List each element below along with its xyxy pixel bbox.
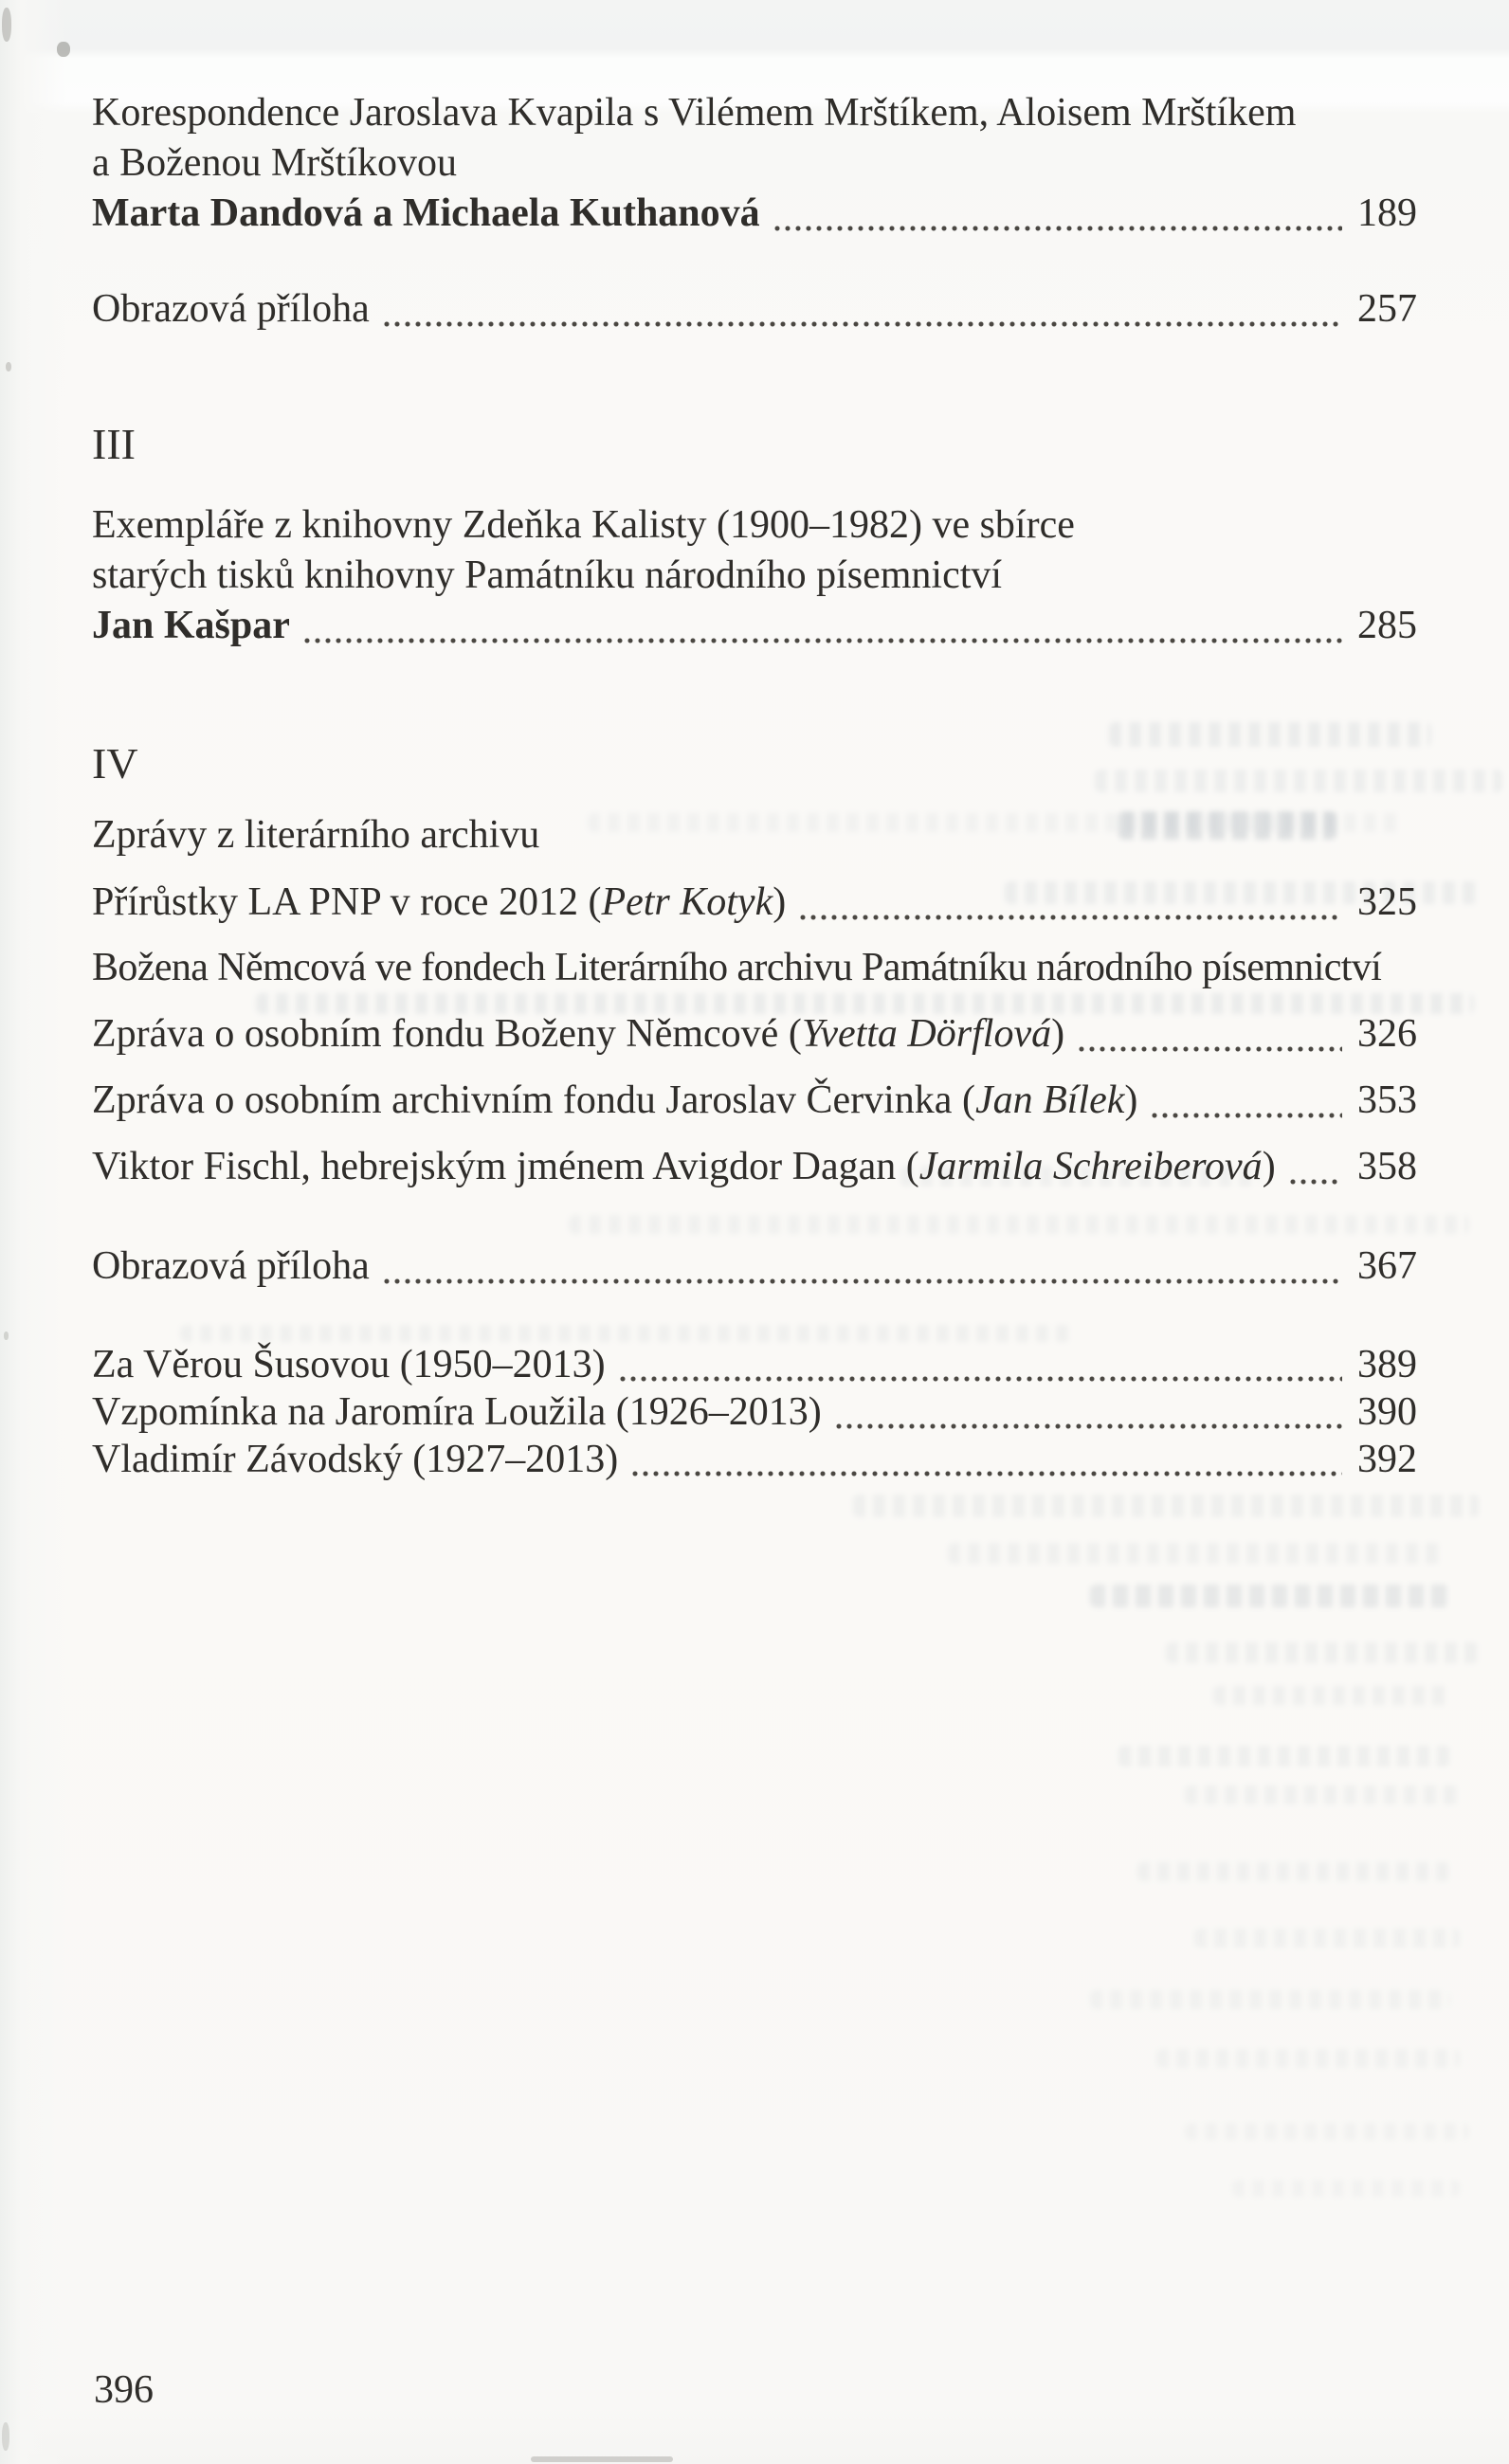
toc-entry-title-text: Viktor Fischl, hebrejským jménem Avigdor Dagan ( [92,1145,919,1188]
bleed-through-text [853,1495,1479,1517]
dot-leader [1151,1076,1342,1126]
scan-speck [4,1332,9,1340]
toc-entry-page-number: 325 [1357,880,1417,924]
bleed-through-text [1185,1785,1460,1804]
section-numeral: III [92,420,136,468]
bleed-through-text [1194,1929,1460,1948]
section-subheading: Zprávy z literárního archivu [92,813,540,857]
dot-leader [773,189,1342,239]
bleed-through-text [1232,2180,1460,2197]
bleed-through-text [1090,1990,1450,2009]
toc-entry-author-line [92,189,1417,239]
toc-entry-title-text: ) [1051,1012,1065,1056]
page-number-folio: 396 [94,2368,154,2412]
dot-leader [619,1341,1342,1388]
toc-entry-title: Vzpomínka na Jaromíra Loužila (1926–2013) [92,1390,822,1434]
bleed-through-text [1166,1642,1479,1663]
bleed-through-text [1090,1585,1450,1607]
toc-entry-author-line [92,601,1417,651]
toc-entry-author-italic: Yvetta Dörflová [801,1012,1052,1056]
toc-entry-page-number: 392 [1357,1438,1417,1481]
toc-entry-page-number: 367 [1357,1244,1417,1288]
scan-speck [57,42,70,57]
toc-entry [92,1388,1417,1436]
scan-speck [6,362,11,371]
toc-entry-group [92,1341,1417,1483]
section-numeral: IV [92,739,138,788]
toc-entry-title-text: ) [1124,1078,1138,1122]
dot-leader [835,1388,1342,1436]
toc-entry-title-text: Přírůstky LA PNP v roce 2012 ( [92,880,602,924]
toc-entry-author-italic: Petr Kotyk [601,880,773,924]
toc-content [92,0,1417,1483]
toc-entry-title-line: starých tisků knihovny Památníku národního písemnictví [92,553,1003,597]
toc-entry-page-number: 353 [1357,1078,1417,1122]
toc-entry [92,1436,1417,1483]
dot-leader [1289,1142,1342,1192]
dot-leader [383,1241,1342,1292]
toc-entry-page-number: 257 [1357,287,1417,331]
toc-entry-title [92,1009,1064,1060]
toc-entry-title: Obrazová příloha [92,287,370,331]
scan-speck [2,2422,9,2451]
scan-speck [531,2456,673,2462]
toc-entry-title: Obrazová příloha [92,1244,370,1288]
toc-entry-authors: Marta Dandová a Michaela Kuthanová [92,191,760,235]
toc-entry-page-number: 358 [1357,1145,1417,1188]
toc-entry-title [92,1142,1276,1192]
toc-entry-title-line: Korespondence Jaroslava Kvapila s Vilémem Mrštíkem, Aloisem Mrštíkem [92,91,1297,135]
toc-entry-title [92,878,786,928]
toc-entry-title: Za Věrou Šusovou (1950–2013) [92,1343,606,1386]
toc-entry-title-text: Zpráva o osobním archivním fondu Jaroslav Červinka ( [92,1078,975,1122]
toc-entry-heading: Božena Němcová ve fondech Literárního archivu Památníku národního písemnictví [92,946,1382,989]
toc-entry [92,1009,1417,1060]
toc-entry-title: Vladimír Závodský (1927–2013) [92,1438,619,1481]
toc-entry [92,1241,1417,1292]
toc-entry-page-number: 326 [1357,1012,1417,1056]
toc-entry [92,88,1417,239]
toc-entry-author-italic: Jan Bílek [974,1078,1125,1122]
scan-speck [2,8,11,42]
bleed-through-text [1118,1746,1450,1766]
toc-entry [92,878,1417,928]
toc-entry-title-line: Exempláře z knihovny Zdeňka Kalisty (1900–1982) ve sbírce [92,503,1075,547]
toc-entry [92,500,1417,651]
bleed-through-text [1213,1686,1450,1705]
toc-entry [92,1142,1417,1192]
toc-entry-author-italic: Jarmila Schreiberová [918,1145,1263,1188]
bleed-through-text [1137,1862,1450,1881]
toc-entry-page-number: 390 [1357,1390,1417,1434]
toc-entry [92,284,1417,335]
toc-entry-title-text: ) [1262,1145,1276,1188]
bleed-through-text [1156,2049,1460,2068]
toc-entry-page-number: 189 [1357,191,1417,235]
toc-entry-title-text: Zpráva o osobním fondu Boženy Němcové ( [92,1012,802,1056]
toc-entry-title-text: ) [773,880,787,924]
toc-entry-page-number: 285 [1357,604,1417,647]
dot-leader [1078,1009,1342,1060]
toc-entry [92,1341,1417,1388]
dot-leader [631,1436,1342,1483]
toc-entry-title [92,1076,1137,1126]
dot-leader [383,284,1342,335]
toc-entry-title-line: a Boženou Mrštíkovou [92,141,457,185]
bleed-through-text [948,1543,1441,1564]
toc-entry-authors: Jan Kašpar [92,604,290,647]
dot-leader [799,878,1342,928]
toc-entry-page-number: 389 [1357,1343,1417,1386]
bleed-through-text [1185,2123,1469,2140]
dot-leader [303,601,1342,651]
toc-entry [92,1076,1417,1126]
